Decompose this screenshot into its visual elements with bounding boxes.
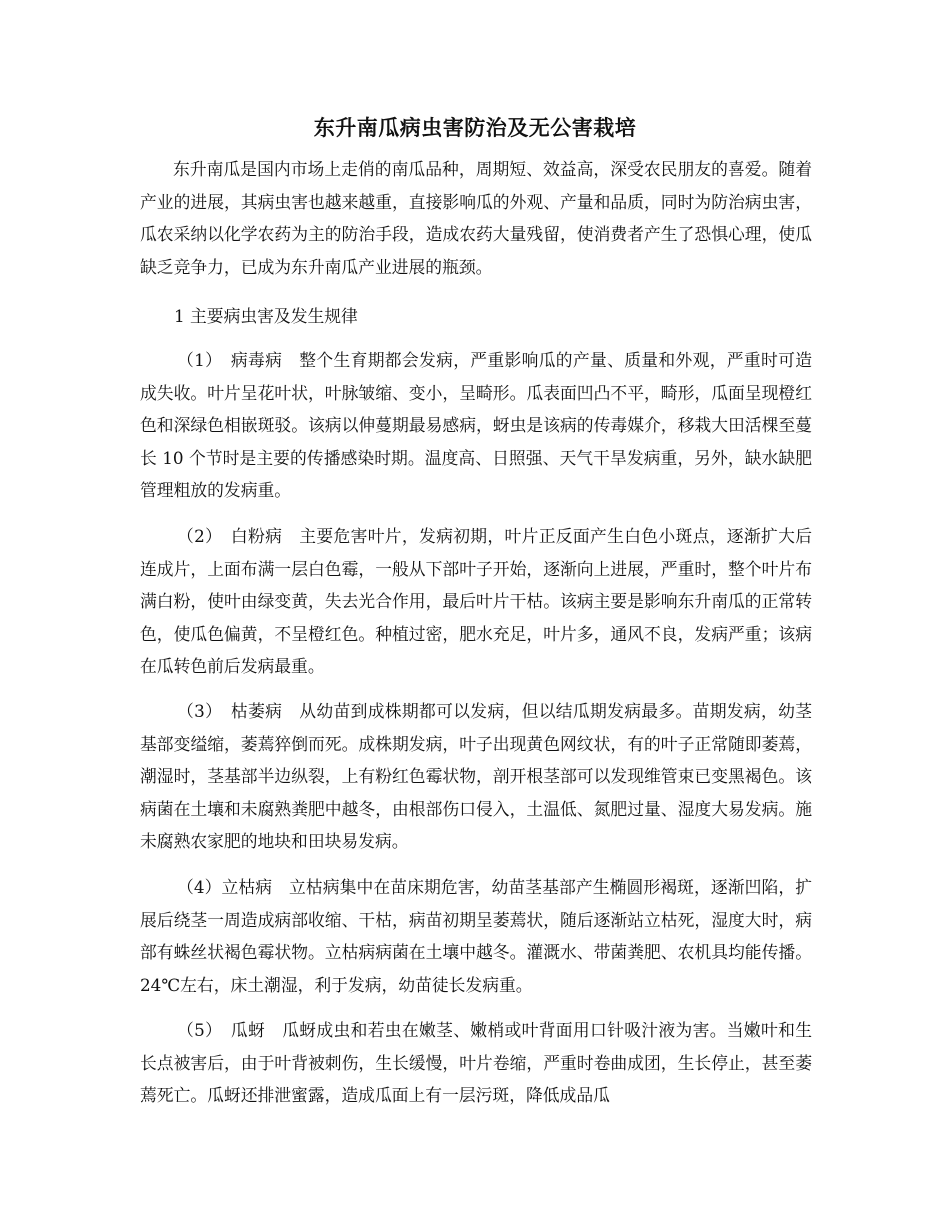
document-title: 东升南瓜病虫害防治及无公害栽培 xyxy=(313,115,637,140)
paragraph-powdery-mildew: （2） 白粉病 主要危害叶片，发病初期，叶片正反面产生白色小斑点，逐渐扩大后连成片，上面布满一层白色霉，一般从下部叶子开始，逐渐向上进展，严重时，整个叶片布满白粉，使叶由绿变黄，失去光合作用，最后叶片干枯。该病主要是影响东升南瓜的正常转色，使瓜色偏黄，不呈橙红色。种植过密，肥水充足，叶片多，通风不良，发病严重；该病在瓜转色前后发病最重。 xyxy=(140,526,812,677)
paragraph-melon-aphid: （5） 瓜蚜 瓜蚜成虫和若虫在嫩茎、嫩梢或叶背面用口针吸汁液为害。当嫩叶和生长点被害后，由于叶背被刺伤，生长缓慢，叶片卷缩，严重时卷曲成团，生长停止，甚至萎蔫死亡。瓜蚜还排泄蜜露，造成瓜面上有一层污斑，降低成品瓜 xyxy=(140,1020,812,1106)
intro-paragraph: 东升南瓜是国内市场上走俏的南瓜品种，周期短、效益高，深受农民朋友的喜爱。随着产业的进展，其病虫害也越来越重，直接影响瓜的外观、产量和品质，同时为防治病虫害，瓜农采纳以化学农药为主的防治手段，造成农药大量残留，使消费者产生了恐惧心理，使瓜缺乏竞争力，已成为东升南瓜产业进展的瓶颈。 xyxy=(140,159,812,277)
paragraph-fusarium-wilt: （3） 枯萎病 从幼苗到成株期都可以发病，但以结瓜期发病最多。苗期发病，幼茎基部变缢缩，萎蔫猝倒而死。成株期发病，叶子出现黄色网纹状，有的叶子正常随即萎蔫，潮湿时，茎基部半边纵裂，上有粉红色霉状物，剖开根茎部可以发现维管束已变黑褐色。该病菌在土壤和未腐熟粪肥中越冬，由根部伤口侵入，土温低、氮肥过量、湿度大易发病。施未腐熟农家肥的地块和田块易发病。 xyxy=(140,701,812,852)
paragraph-damping-off: （4）立枯病 立枯病集中在苗床期危害，幼苗茎基部产生椭圆形褐斑，逐渐凹陷，扩展后绕茎一周造成病部收缩、干枯，病苗初期呈萎蔫状，随后逐渐站立枯死，湿度大时，病部有蛛丝状褐色霉状物。立枯病病菌在土壤中越冬。灌溉水、带菌粪肥、农机具均能传播。24℃左右，床土潮湿，利于发病，幼苗徒长发病重。 xyxy=(140,877,812,995)
section-heading: 1 主要病虫害及发生规律 xyxy=(174,306,358,326)
paragraph-virus-disease: （1） 病毒病 整个生育期都会发病，严重影响瓜的产量、质量和外观，严重时可造成失收。叶片呈花叶状，叶脉皱缩、变小，呈畸形。瓜表面凹凸不平，畸形，瓜面呈现橙红色和深绿色相嵌斑驳。该病以伸蔓期最易感病，蚜虫是该病的传毒媒介，移栽大田活棵至蔓长 10 个节时是主要的传播感染时期。温度高、日照强、天气干旱发病重，另外，缺水缺肥管理粗放的发病重。 xyxy=(140,350,812,501)
